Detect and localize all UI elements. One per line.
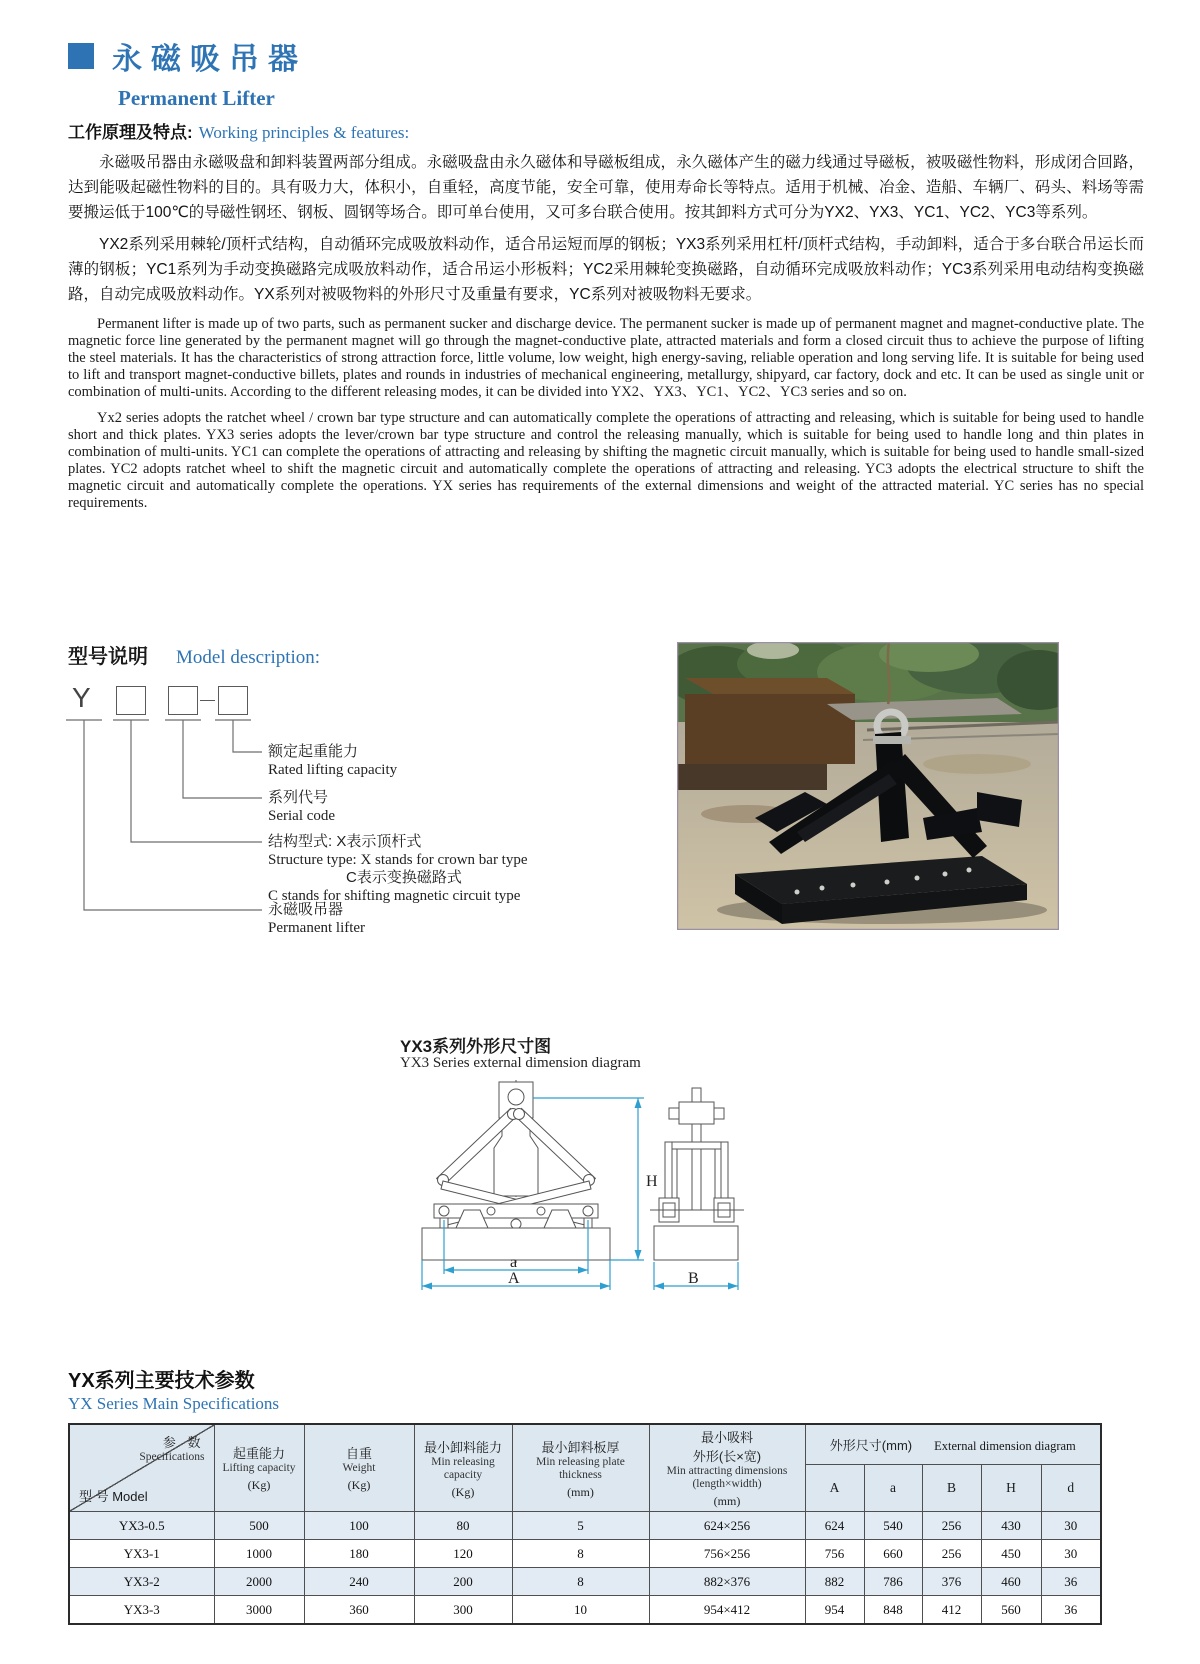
corner-cn: 参 数 [162, 1435, 205, 1450]
diagram-title-cn: YX3系列外形尺寸图 [400, 1037, 552, 1056]
header-en: Min releasing capacity [431, 1455, 495, 1481]
product-photo [677, 642, 1059, 930]
cell-value: 376 [922, 1568, 981, 1596]
header-unit: (Kg) [247, 1478, 271, 1492]
corner-en: Specifications [139, 1451, 205, 1463]
header-lifting-capacity [214, 1424, 304, 1512]
table-row [69, 1540, 1101, 1568]
cell-value: 240 [304, 1568, 414, 1596]
corner-specifications [139, 1432, 204, 1464]
table-title-cn: YX系列主要技术参数 [68, 1370, 255, 1392]
dim-label-B: B [688, 1270, 699, 1287]
cell-value: 300 [414, 1596, 512, 1625]
cell-value: 560 [981, 1596, 1041, 1625]
diagram-title-en: YX3 Series external dimension diagram [400, 1055, 641, 1071]
model-label-en: Serial code [268, 808, 336, 824]
model-label-cn: 系列代号 [268, 789, 329, 806]
cell-value: 100 [304, 1512, 414, 1540]
cell-value: 80 [414, 1512, 512, 1540]
working-principles-section [68, 118, 1144, 512]
cell-value: 8 [512, 1540, 649, 1568]
model-label-en2: C stands for shifting magnetic circuit type [268, 888, 521, 904]
corner-header-cell [69, 1424, 214, 1512]
model-code-box-2 [168, 686, 198, 715]
cell-value: 756 [805, 1540, 864, 1568]
cell-value: 450 [981, 1540, 1041, 1568]
header-cn: 最小卸料能力 [423, 1439, 502, 1455]
cell-value: 200 [414, 1568, 512, 1596]
header-dim-H: H [981, 1465, 1041, 1512]
table-row [69, 1596, 1101, 1625]
cell-value: 256 [922, 1512, 981, 1540]
cell-value: 430 [981, 1512, 1041, 1540]
cell-value: 36 [1041, 1568, 1101, 1596]
header-en: Min releasing plate thickness [536, 1455, 625, 1481]
model-label-cn2: C表示变换磁路式 [346, 869, 462, 886]
table-row [69, 1568, 1101, 1596]
spec-table [68, 1423, 1102, 1625]
group-cn: 外形尺寸(mm) [829, 1437, 913, 1453]
model-label-cn: 永磁吸吊器 [268, 901, 344, 918]
header-en: Min attracting dimensions [666, 1465, 788, 1477]
group-en: External dimension diagram [934, 1438, 1076, 1453]
cell-value: 882×376 [649, 1568, 805, 1596]
cell-value: 360 [304, 1596, 414, 1625]
model-label-structure-type [268, 833, 528, 905]
cell-model: YX3-1 [69, 1540, 214, 1568]
cell-value: 5 [512, 1512, 649, 1540]
cell-value: 256 [922, 1540, 981, 1568]
cn-paragraph-1: 永磁吸吊器由永磁吸盘和卸料装置两部分组成。永磁吸盘由永久磁体和导磁板组成，永久磁体产生的磁力线通过导磁板，被吸磁性物料，形成闭合回路，达到能吸起磁性物料的目的。具有吸力大，体积小，自重轻，高度节能，安全可靠，使用寿命长等特点。适用于机械、冶金、造船、车辆厂、码头、料场等需要搬运低于100℃的导磁性钢坯、钢板、圆钢等场合。即可单台使用，又可多台联合使用。按其卸料方式可分为YX2、YX3、YC1、YC2、YC3等系列。 [68, 154, 1144, 221]
cell-value: 954 [805, 1596, 864, 1625]
working-heading [68, 118, 1144, 143]
header-min-releasing-capacity [414, 1424, 512, 1512]
model-code-prefix: Y [72, 682, 91, 713]
model-heading-en: Model description: [176, 647, 321, 668]
model-label-en: Structure type: X stands for crown bar type [268, 852, 528, 868]
model-label-en: Rated lifting capacity [268, 762, 398, 778]
model-code-dash [200, 700, 215, 701]
dim-label-A: A [508, 1270, 520, 1287]
header-unit: (Kg) [347, 1478, 371, 1492]
model-label-rated-capacity [268, 743, 397, 779]
dim-label-a: a [510, 1254, 518, 1271]
cell-value: 624×256 [649, 1512, 805, 1540]
header-weight [304, 1424, 414, 1512]
cell-value: 412 [922, 1596, 981, 1625]
page-title: 永磁吸吊器 [112, 43, 307, 76]
cell-value: 2000 [214, 1568, 304, 1596]
model-description-section [0, 640, 1200, 974]
cn-paragraph-2: YX2系列采用棘轮/顶杆式结构，自动循环完成吸放料动作，适合吊运短而厚的钢板；YX3系列采用杠杆/顶杆式结构，手动卸料，适合于多台联合吊运长而薄的钢板；YC1系列为手动变换磁路完成吸放料动作，适合吊运小形板料；YC2采用棘轮变换磁路，自动循环完成吸放料动作；YC3系列采用电动结构变换磁路，自动完成吸放料动作。YX系列对被吸物料的外形尺寸及重量有要求，YC系列对被吸物料无要求。 [68, 236, 1144, 303]
header-cn: 起重能力 [232, 1446, 285, 1461]
dim-label-H: H [646, 1173, 658, 1190]
header-dim-A: A [805, 1465, 864, 1512]
document-header [68, 34, 307, 111]
header-external-dimensions-group [805, 1424, 1101, 1465]
cell-value: 882 [805, 1568, 864, 1596]
dimension-diagram-section [0, 1028, 1200, 1328]
header-cn: 最小吸料 [700, 1430, 753, 1445]
cell-value: 30 [1041, 1540, 1101, 1568]
en-paragraph-2: Yx2 series adopts the ratchet wheel / crown bar type structure and can automatically complete the operations of attracting and releasing, which is suitable for being used to handle short and thick plates. YX3 series adopts the lever/crown bar type structure and control the releasing manually, which is suitable for being used to handle long and thin plates in combination of multi-units. YC1 can complete the operations of attracting and releasing by shifting the magnetic circuit manually, which is suitable for being used to handle small-sized plates. YC2 adopts ratchet wheel to shift the magnetic circuit and automatically complete the operations of attracting and releasing. YC3 adopts the electrical structure to shift the magnetic circuit and automatically complete the operations. YX series has requirements of the external dimensions and weight of the attracted material. YC series has no special requirements. [68, 410, 1144, 511]
model-heading-cn: 型号说明 [68, 646, 148, 668]
cell-value: 30 [1041, 1512, 1101, 1540]
header-en: Weight [342, 1462, 376, 1474]
cell-value: 3000 [214, 1596, 304, 1625]
header-dim-a: a [864, 1465, 922, 1512]
cell-value: 8 [512, 1568, 649, 1596]
header-cn: 最小卸料板厚 [541, 1439, 620, 1455]
cell-value: 848 [864, 1596, 922, 1625]
working-heading-en: Working principles & features: [198, 123, 410, 142]
cell-model: YX3-3 [69, 1596, 214, 1625]
cell-value: 120 [414, 1540, 512, 1568]
cell-model: YX3-0.5 [69, 1512, 214, 1540]
header-cn2: 外形(长×宽) [692, 1449, 762, 1464]
header-unit: (mm) [567, 1484, 594, 1499]
model-label-permanent-lifter [268, 901, 365, 937]
cell-value: 540 [864, 1512, 922, 1540]
model-label-cn: 额定起重能力 [268, 743, 359, 760]
header-min-releasing-plate-thickness [512, 1424, 649, 1512]
corner-model: 型 号 Model [79, 1489, 148, 1504]
header-unit: (Kg) [451, 1484, 475, 1499]
cell-value: 954×412 [649, 1596, 805, 1625]
header-dim-B: B [922, 1465, 981, 1512]
cell-value: 36 [1041, 1596, 1101, 1625]
model-label-serial-code [268, 789, 335, 825]
header-en: Lifting capacity [222, 1462, 296, 1474]
cell-value: 786 [864, 1568, 922, 1596]
header-dim-d: d [1041, 1465, 1101, 1512]
header-en2: (length×width) [692, 1478, 762, 1490]
cell-value: 756×256 [649, 1540, 805, 1568]
specifications-section [68, 1364, 1102, 1625]
cell-model: YX3-2 [69, 1568, 214, 1596]
table-title-en: YX Series Main Specifications [68, 1394, 280, 1413]
cell-value: 460 [981, 1568, 1041, 1596]
cell-value: 624 [805, 1512, 864, 1540]
working-heading-cn: 工作原理及特点: [68, 123, 193, 142]
cell-value: 1000 [214, 1540, 304, 1568]
model-label-cn: 结构型式: X表示顶杆式 [268, 833, 422, 850]
cell-value: 180 [304, 1540, 414, 1568]
header-cn: 自重 [345, 1446, 372, 1461]
header-min-attracting-dimensions [649, 1424, 805, 1512]
en-paragraph-1: Permanent lifter is made up of two parts, such as permanent sucker and discharge device. The permanent sucker is made up of permanent magnet and magnet-conductive plate. The magnetic force line generated by the permanent magnet will go through the magnet-conductive plate, attracted materials and form a closed circuit thus to achieve the purpose of lifting the steel materials. It has the characteristics of strong attraction force, little volume, low weight, high energy-saving, reliable operation and long serving life. It is suitable for being used to lift and transport magnet-conductive billets, plates and rounds in industries of mechanical engineering, metallurgy, shipyard, car factory, dock and etc. It can be used as single unit or combination of multi-units. According to the different releasing modes, it can be divided into YX2、YX3、YC1、YC2、YC3 series and so on. [68, 316, 1144, 400]
cell-value: 500 [214, 1512, 304, 1540]
cell-value: 660 [864, 1540, 922, 1568]
header-unit: (mm) [713, 1494, 741, 1508]
page-title-english: Permanent Lifter [118, 86, 275, 110]
model-code-box-1 [116, 686, 146, 715]
title-bullet-square [68, 43, 94, 69]
cell-value: 10 [512, 1596, 649, 1625]
table-row [69, 1512, 1101, 1540]
yx3-dimension-drawing [396, 1078, 756, 1298]
model-label-en: Permanent lifter [268, 920, 366, 936]
model-code-box-3 [218, 686, 248, 715]
